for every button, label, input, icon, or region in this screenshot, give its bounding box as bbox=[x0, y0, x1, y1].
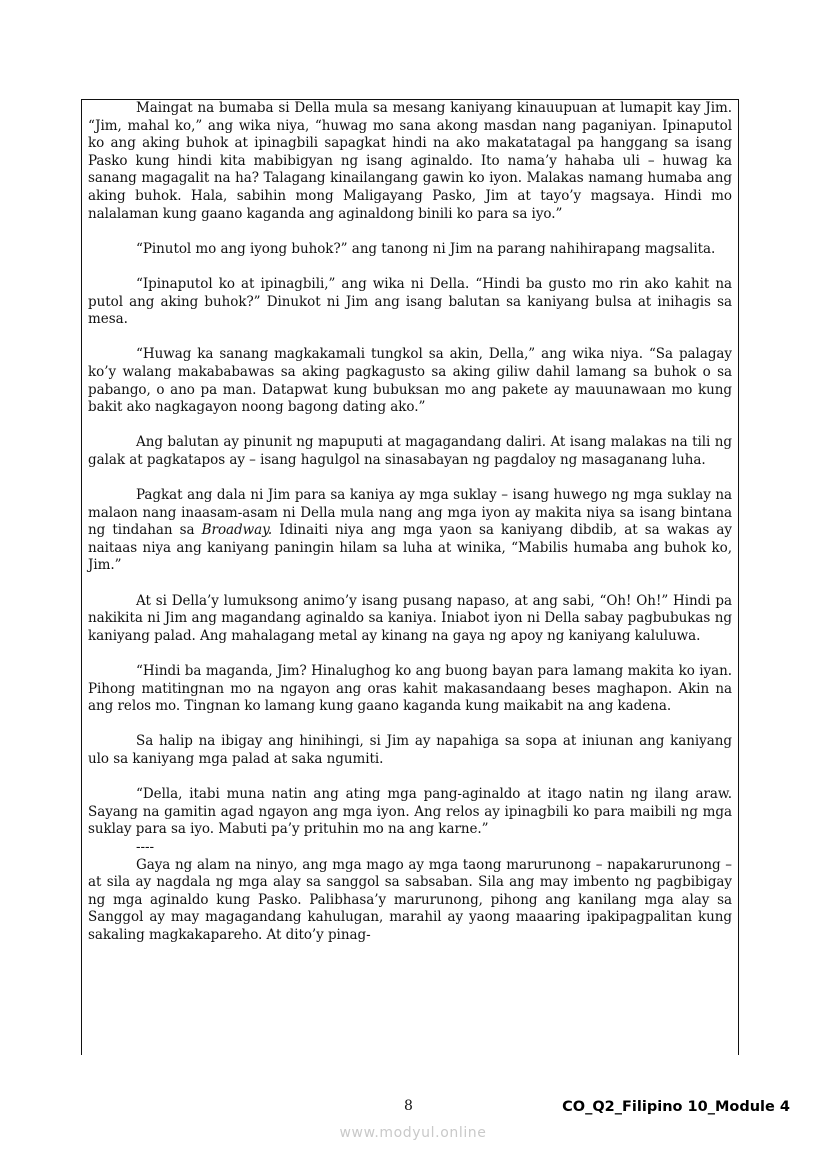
module-code: CO_Q2_Filipino 10_Module 4 bbox=[562, 1099, 790, 1115]
paragraph: “Ipinaputol ko at ipinagbili,” ang wika ni Della. “Hindi ba gusto mo rin ako kahit na putol ang aking buhok?” Dinukot ni Jim ang isang balutan sa kaniyang bulsa at inihagis sa mesa. bbox=[88, 275, 732, 328]
paragraph: “Della, itabi muna natin ang ating mga pang-aginaldo at itago natin ng ilang araw. Sayang na gamitin agad ngayon ang mga iyon. Ang relos ay ipinagbili ko para maibili ng mga suklay para sa iyo. Mabuti pa’y prituhin mo na ang karne.” bbox=[88, 786, 732, 838]
paragraph-broadway bbox=[88, 487, 732, 575]
broadway-text-after: Idinaiti niya ang mga yaon sa kaniyang dibdib, at sa wakas ay naitaas niya ang kaniyang paningin hilam sa luha at winika, “Mabilis humaba ang buhok ko, Jim.” bbox=[88, 522, 732, 574]
paragraph: “Huwag ka sanang magkakamali tungkol sa akin, Della,” ang wika niya. “Sa palagay ko’y walang makababawas sa aking pagkagusto sa aking giliw dahil lamang sa buhok o sa pabango, o ano pa man. Datapwat kung bubuksan mo ang pakete ay mauunawaan mo kung bakit ako nagkagayon noong bagong dating ako.” bbox=[88, 346, 732, 416]
paragraph: Maingat na bumaba si Della mula sa mesang kaniyang kinauupuan at lumapit kay Jim. “Jim, mahal ko,” ang wika niya, “huwag mo sana akong masdan nang paganiyan. Ipinaputol ko ang aking buhok at ipinagbili sapagkat hindi na ako makatatagal pa hanggang sa isang Pasko kung hindi kita mabibigyan ng isang aginaldo. Ito nama’y hahaba uli – huwag ka sanang magagalit na ha? Talagang kinailangang gawin ko iyon. Malakas namang humaba ang aking buhok. Hala, sabihin mong Maligayang Pasko, Jim at tayo’y magsaya. Hindi mo nalalaman kung gaano kaganda ang aginaldong binili ko para sa iyo.” bbox=[88, 100, 732, 222]
paragraph: At si Della’y lumuksong animo’y isang pusang napaso, at ang sabi, “Oh! Oh!” Hindi pa nakikita ni Jim ang magandang aginaldo sa kaniya. Iniabot iyon ni Della sabay pagbubukas ng kaniyang palad. Ang mahalagang metal ay kinang na gaya ng apoy ng kaniyang kaluluwa. bbox=[88, 592, 732, 644]
broadway-italic: Broadway. bbox=[201, 522, 273, 539]
paragraph: Ang balutan ay pinunit ng mapuputi at magagandang daliri. At isang malakas na tili ng galak at pagkatapos ay – isang hagulgol na sinasabayan ng pagdaloy ng masaganang luha. bbox=[88, 434, 732, 468]
section-separator: ---- bbox=[136, 838, 155, 855]
story-body bbox=[88, 100, 732, 945]
page-number: 8 bbox=[404, 1098, 413, 1114]
paragraph: Sa halip na ibigay ang hinihingi, si Jim ay napahiga sa sopa at iniunan ang kaniyang ulo sa kaniyang mga palad at saka ngumiti. bbox=[88, 733, 732, 767]
story-text-frame bbox=[81, 99, 739, 1055]
paragraph-last: Gaya ng alam na ninyo, ang mga mago ay mga taong marurunong – napakarurunong – at sila ay nagdala ng mga alay sa sanggol sa sabsaban. Sila ang may imbento ng pagbibigay ng mga aginaldo kung Pasko. Palibhasa’y marurunong, pihong ang kanilang mga alay sa Sanggol ay may magagandang kahulugan, marahil ay yaong maaaring ipakipagpalitan kung sakaling magkakapareho. At dito’y pinag- bbox=[88, 856, 732, 943]
paragraph: “Pinutol mo ang iyong buhok?” ang tanong ni Jim na parang nahihirapang magsalita. bbox=[136, 240, 716, 257]
watermark: www.modyul.online bbox=[339, 1125, 487, 1141]
paragraph: “Hindi ba maganda, Jim? Hinalughog ko ang buong bayan para lamang makita ko iyan. Pihong matitingnan mo na ngayon ang oras kahit makasandaang beses maghapon. Akin na ang relos mo. Tingnan ko lamang kung gaano kaganda kung maikabit na ang kadena. bbox=[88, 663, 732, 715]
broadway-text-before: Pagkat ang dala ni Jim para sa kaniya ay mga suklay – isang huwego ng mga suklay na malaon nang inaasam-asam ni Della mula nang ang mga iyon ay makita niya sa isang bintana ng tindahan sa bbox=[88, 487, 732, 539]
